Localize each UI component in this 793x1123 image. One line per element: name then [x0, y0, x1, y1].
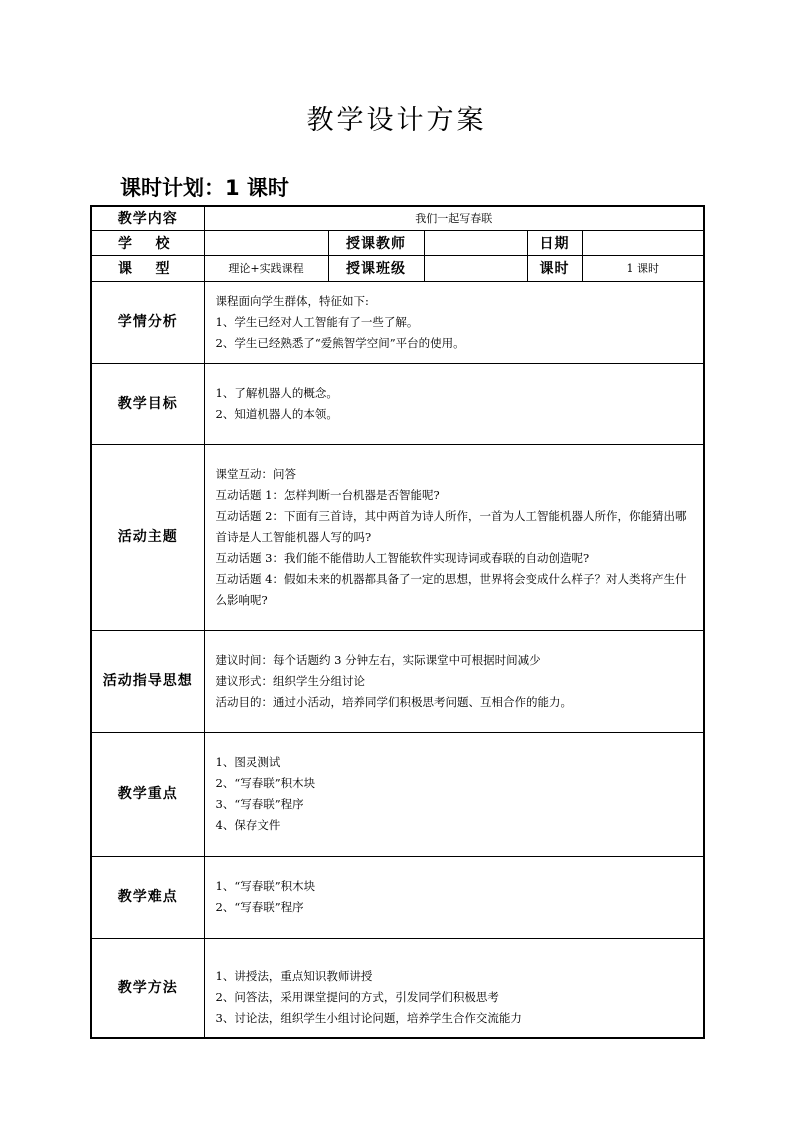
teaching-methods-line: 3、讨论法，组织学生小组讨论问题，培养学生合作交流能力 [215, 1011, 522, 1026]
learner-analysis-line: 1、学生已经对人工智能有了一些了解。 [215, 314, 419, 329]
teaching-methods-content [205, 946, 704, 1029]
teaching-methods-content-cell [204, 938, 704, 1038]
hours-label-cell [527, 255, 582, 281]
row-learner-analysis [91, 281, 704, 363]
key-points-content [205, 752, 704, 836]
type-value-cell [204, 255, 328, 281]
document-title: 教学设计方案 [306, 105, 487, 136]
key-points-label: 教学重点 [117, 786, 178, 802]
row-difficult-points [91, 856, 704, 938]
teaching-goals-content [205, 383, 704, 425]
content-label-cell [91, 206, 204, 230]
hours-value: 1 课时 [626, 262, 660, 275]
teaching-goals-content-cell [204, 363, 704, 444]
key-points-label-cell [91, 732, 204, 856]
class-label: 授课班级 [346, 261, 406, 277]
date-label-cell [527, 230, 582, 255]
key-points-line: 1、图灵测试 [215, 755, 281, 769]
activity-guidance-label: 活动指导思想 [102, 673, 193, 689]
content-value: 我们一起写春联 [415, 212, 493, 226]
activity-theme-line: 互动话题 3：我们能不能借助人工智能软件实现诗词或春联的自动创造呢? [215, 550, 590, 565]
row-content [91, 206, 704, 230]
school-label-char-2: 校 [155, 235, 170, 252]
date-label: 日期 [539, 235, 570, 252]
activity-guidance-label-cell [91, 630, 204, 732]
teacher-label-cell [328, 230, 424, 255]
activity-guidance-line: 活动目的：通过小活动，培养同学们积极思考问题、互相合作的能力。 [215, 694, 572, 709]
learner-analysis-label: 学情分析 [117, 314, 178, 330]
school-label [92, 233, 204, 253]
lesson-plan-heading: 课时计划：1 课时 [120, 176, 289, 200]
teaching-goals-label: 教学目标 [117, 395, 178, 412]
school-label-char-1: 学 [118, 235, 132, 252]
activity-guidance-line: 建议时间：每个话题约 3 分钟左右，实际课堂中可根据时间减少 [215, 652, 541, 667]
key-points-line: 2、“写春联”积木块 [215, 776, 316, 790]
learner-analysis-label-cell [91, 281, 204, 363]
teaching-methods-line: 1、讲授法，重点知识教师讲授 [215, 969, 373, 984]
difficult-points-label-cell [91, 856, 204, 938]
type-value: 理论+实践课程 [228, 262, 304, 275]
teacher-value-cell [424, 230, 527, 255]
difficult-points-line: 1、“写春联”积木块 [215, 879, 316, 893]
row-type [91, 255, 704, 281]
hours-label: 课时 [539, 261, 570, 277]
difficult-points-line: 2、“写春联”程序 [215, 900, 304, 914]
activity-theme-content-cell [204, 444, 704, 630]
key-points-line: 4、保存文件 [215, 818, 281, 832]
teaching-methods-label: 教学方法 [117, 979, 178, 996]
activity-theme-line: 互动话题 4：假如未来的机器都具备了一定的思想，世界将会变成什么样子？对人类将产生什么影响呢? [215, 571, 687, 607]
teaching-methods-label-cell [91, 938, 204, 1038]
teaching-goals-label-cell [91, 363, 204, 444]
learner-analysis-line: 课程面向学生群体，特征如下: [215, 293, 369, 308]
activity-theme-line: 互动话题 1：怎样判断一台机器是否智能呢? [215, 487, 440, 502]
teaching-goals-line: 2、知道机器人的本领。 [215, 406, 338, 421]
key-points-content-cell [204, 732, 704, 856]
content-label: 教学内容 [117, 211, 178, 228]
activity-guidance-content-cell [204, 630, 704, 732]
type-label-char-1: 课 [118, 261, 132, 277]
teaching-methods-line: 2、问答法，采用课堂提问的方式，引发同学们积极思考 [215, 990, 499, 1005]
activity-theme-line: 课堂互动：问答 [215, 466, 296, 481]
row-teaching-goals [91, 363, 704, 444]
activity-theme-line: 互动话题 2：下面有三首诗，其中两首为诗人所作，一首为人工智能机器人所作，你能猜出哪首诗是人工智能机器人写的吗? [215, 508, 687, 544]
row-activity-guidance [91, 630, 704, 732]
difficult-points-content-cell [204, 856, 704, 938]
activity-theme-label-cell [91, 444, 204, 630]
school-value-cell [204, 230, 328, 255]
teacher-label: 授课教师 [346, 235, 406, 252]
row-teaching-methods [91, 938, 704, 1038]
activity-guidance-line: 建议形式：组织学生分组讨论 [215, 673, 365, 688]
activity-guidance-content [205, 650, 704, 713]
row-key-points [91, 732, 704, 856]
date-value-cell [582, 230, 704, 255]
learner-analysis-content-cell [204, 281, 704, 363]
content-value-cell [204, 206, 704, 230]
class-label-cell [328, 255, 424, 281]
type-label-char-2: 型 [155, 261, 170, 277]
hours-value-cell [582, 255, 704, 281]
difficult-points-label: 教学难点 [117, 889, 178, 905]
type-label-cell [91, 255, 204, 281]
difficult-points-content [205, 876, 704, 918]
school-label-cell [91, 230, 204, 255]
teaching-goals-line: 1、了解机器人的概念。 [215, 385, 338, 400]
key-points-line: 3、“写春联”程序 [215, 797, 304, 811]
activity-theme-label: 活动主题 [117, 529, 178, 545]
row-activity-theme [91, 444, 704, 630]
row-school [91, 230, 704, 255]
class-value-cell [424, 255, 527, 281]
activity-theme-content [205, 464, 704, 611]
learner-analysis-line: 2、学生已经熟悉了“爱熊智学空间”平台的使用。 [215, 335, 465, 350]
lesson-plan-table [90, 205, 705, 1039]
type-label [92, 258, 204, 278]
learner-analysis-content [205, 291, 704, 354]
